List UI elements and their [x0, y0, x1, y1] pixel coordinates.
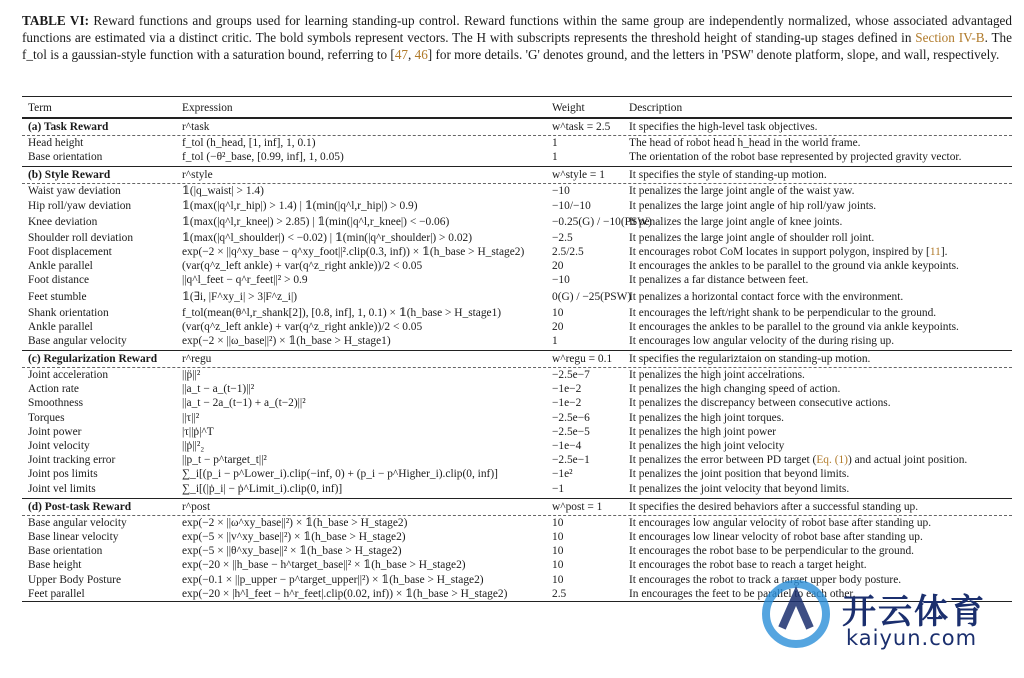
- citation-link-46[interactable]: 46: [414, 47, 428, 62]
- description-cell: [629, 150, 1011, 164]
- table-row: [22, 382, 1012, 396]
- description-cell: [629, 273, 1011, 287]
- group-description: It specifies the high-level task objectives.: [629, 121, 818, 133]
- term-cell: Shank orientation: [28, 306, 109, 319]
- term-cell: Joint power: [28, 425, 82, 438]
- weight-cell: 10: [552, 573, 564, 586]
- description-cell: [629, 334, 1011, 348]
- description-text-end: ) and actual joint position.: [847, 454, 968, 467]
- expression-cell: (var(q^z_left ankle) + var(q^z_right ankle))/2 < 0.05: [182, 260, 423, 273]
- table-row: [22, 530, 1012, 544]
- caption-text-a: Reward functions and groups used for learning standing-up control. Reward functions within the same group are independently normalized, whose associated advantaged functions are estimated via a distinct critic. The bold symbols represent vectors. The H with subscripts represents the threshold height of standing-up stages defined in: [22, 13, 1012, 45]
- weight-cell: −1e−4: [552, 440, 582, 452]
- term-cell: Joint vel limits: [28, 482, 96, 495]
- group-weight: w^post = 1: [552, 500, 603, 513]
- description-text: It encourages the robot base to be perpendicular to the ground.: [629, 545, 914, 558]
- reward-table: [22, 96, 1012, 602]
- weight-cell: 1: [552, 334, 558, 347]
- description-text: It encourages robot CoM locates in support polygon, inspired by [: [629, 245, 930, 258]
- term-cell: Joint tracking error: [28, 454, 116, 467]
- description-cell: [629, 231, 1011, 245]
- description-text: The orientation of the robot base represented by projected gravity vector.: [629, 151, 962, 164]
- description-text: It penalizes the large joint angle of shoulder roll joint.: [629, 231, 875, 244]
- description-text: It penalizes the large joint angle of knee joints.: [629, 215, 843, 228]
- table-row: [22, 150, 1012, 164]
- description-text: The head of robot head h_head in the world frame.: [629, 137, 861, 149]
- group-title: (c) Regularization Reward: [28, 353, 158, 366]
- group-header-row: [22, 166, 1012, 184]
- description-cell: [629, 544, 1011, 558]
- description-cell: [629, 382, 1011, 396]
- group-title: (b) Style Reward: [28, 169, 111, 182]
- term-cell: Base angular velocity: [28, 334, 127, 347]
- weight-cell: 10: [552, 545, 564, 558]
- weight-cell: −2.5e−1: [552, 454, 590, 467]
- description-text: It penalizes the joint velocity that beyond limits.: [629, 482, 850, 495]
- description-cell: [629, 259, 1011, 273]
- description-citation-link[interactable]: Eq. (1): [816, 454, 848, 467]
- expression-cell: exp(−2 × ||ω^xy_base||²) × 𝟙(h_base > H_stage2): [182, 516, 408, 529]
- weight-cell: −2.5e−5: [552, 425, 590, 438]
- table-row: [22, 453, 1012, 467]
- group-header-row: [22, 118, 1012, 136]
- weight-cell: 10: [552, 516, 564, 529]
- table-row: [22, 467, 1012, 481]
- expression-cell: (var(q^z_left ankle) + var(q^z_right ankle))/2 < 0.05: [182, 320, 423, 333]
- group-expression: r^regu: [182, 353, 212, 366]
- expression-cell: exp(−2 × ||ω_base||²) × 𝟙(h_base > H_stage1): [182, 334, 391, 347]
- table-row: [22, 425, 1012, 439]
- watermark-brand: 开云体育: [842, 592, 986, 632]
- description-text: It penalizes the high joint velocity: [629, 440, 785, 452]
- description-text: It encourages the robot to track a target upper body posture.: [629, 573, 902, 586]
- description-text: It penalizes the high changing speed of action.: [629, 383, 841, 396]
- expression-cell: ||a_t − 2a_(t−1) + a_(t−2)||²: [182, 397, 306, 410]
- weight-cell: −2.5: [552, 231, 573, 244]
- expression-cell: ||a_t − a_(t−1)||²: [182, 383, 255, 396]
- group-header-row: [22, 350, 1012, 368]
- description-cell: [629, 425, 1011, 439]
- description-cell: [629, 516, 1011, 530]
- term-cell: Joint pos limits: [28, 468, 98, 481]
- weight-cell: 10: [552, 559, 564, 572]
- table-row: [22, 273, 1012, 287]
- description-cell: [629, 320, 1011, 334]
- table-row: [22, 558, 1012, 572]
- table-row: [22, 231, 1012, 245]
- weight-cell: 1: [552, 137, 558, 149]
- table-row: [22, 516, 1012, 530]
- table-caption: [22, 12, 1012, 63]
- term-cell: Waist yaw deviation: [28, 185, 121, 198]
- group-description: It specifies the desired behaviors after a successful standing up.: [629, 500, 919, 513]
- table-row: [22, 396, 1012, 410]
- expression-cell: ||p̈||²: [182, 369, 201, 382]
- term-cell: Ankle parallel: [28, 320, 93, 333]
- term-cell: Smoothness: [28, 397, 84, 410]
- expression-cell: ∑_i[(|ṗ_i| − ṗ^Limit_i).clip(0, inf)]: [182, 482, 343, 495]
- description-citation-link[interactable]: 11: [929, 245, 941, 258]
- table-row: [22, 482, 1012, 496]
- term-cell: Upper Body Posture: [28, 573, 122, 586]
- group-weight: w^task = 2.5: [552, 121, 611, 133]
- table-body: [22, 118, 1012, 601]
- term-cell: Head height: [28, 137, 84, 149]
- group-title: (d) Post-task Reward: [28, 500, 132, 513]
- description-text: It penalizes a horizontal contact force with the environment.: [629, 290, 904, 303]
- weight-cell: −1: [552, 482, 565, 495]
- description-text: In encourages the feet to be parallel to each other.: [629, 587, 856, 600]
- description-cell: [629, 213, 1011, 231]
- table-row: [22, 544, 1012, 558]
- group-description: It specifies the regulariztaion on standing-up motion.: [629, 353, 871, 366]
- caption-text-c: ] for more details. 'G' denotes ground, and the letters in 'PSW' denote platform, slope, and wall, respectively.: [427, 47, 1000, 62]
- expression-cell: ||p_t − p^target_t||²: [182, 454, 267, 467]
- description-cell: [629, 439, 1011, 453]
- expression-cell: exp(−5 × ||θ^xy_base||² × 𝟙(h_base > H_stage2): [182, 545, 402, 558]
- description-text: It penalizes the joint position that beyond limits.: [629, 468, 850, 481]
- weight-cell: −0.25(G) / −10(PSW): [552, 215, 652, 228]
- weight-cell: −1e−2: [552, 383, 582, 396]
- description-text: It encourages the robot base to reach a target height.: [629, 559, 867, 572]
- table-row: [22, 320, 1012, 334]
- expression-cell: exp(−20 × |h^l_feet − h^r_feet|.clip(0.02, inf)) × 𝟙(h_base > H_stage2): [182, 587, 508, 600]
- description-cell: [629, 184, 1011, 198]
- description-text: It encourages the ankles to be parallel to the ground via ankle keypoints.: [629, 260, 959, 273]
- description-text: It encourages low angular velocity of the during rising up.: [629, 334, 895, 347]
- table-row: [22, 411, 1012, 425]
- description-text: It penalizes the large joint angle of the waist yaw.: [629, 185, 855, 198]
- expression-cell: 𝟙(max(|q^l,r_knee|) > 2.85) | 𝟙(min(|q^l,r_knee|) < −0.06): [182, 215, 450, 228]
- term-cell: Joint velocity: [28, 440, 90, 452]
- term-cell: Knee deviation: [28, 215, 98, 228]
- term-cell: Foot distance: [28, 274, 90, 287]
- description-text-end: ].: [940, 245, 948, 258]
- table-row: [22, 439, 1012, 453]
- weight-cell: 2.5/2.5: [552, 245, 584, 258]
- header-term: Term: [28, 102, 52, 114]
- description-text: It penalizes the large joint angle of hip roll/yaw joints.: [629, 199, 877, 212]
- expression-cell: exp(−0.1 × ||p_upper − p^target_upper||²) × 𝟙(h_base > H_stage2): [182, 573, 484, 586]
- expression-cell: ||q^l_feet − q^r_feet||² > 0.9: [182, 274, 308, 287]
- weight-cell: −10: [552, 185, 570, 198]
- group-expression: r^task: [182, 121, 210, 133]
- watermark-site: kaiyun.com: [846, 626, 978, 650]
- description-cell: [629, 467, 1011, 481]
- expression-cell: 𝟙(max(|q^l,r_hip|) > 1.4) | 𝟙(min(|q^l,r_hip|) > 0.9): [182, 199, 418, 212]
- weight-cell: −10/−10: [552, 199, 591, 212]
- expression-cell: 𝟙(∃i, |F^xy_i| > 3|F^z_i|): [182, 290, 298, 303]
- term-cell: Base orientation: [28, 545, 103, 558]
- description-text: It penalizes the high joint power: [629, 425, 777, 438]
- term-cell: Feet parallel: [28, 587, 85, 600]
- expression-cell: 𝟙(|q_waist| > 1.4): [182, 185, 264, 198]
- description-text: It encourages low linear velocity of robot base after standing up.: [629, 530, 923, 543]
- header-weight: Weight: [552, 102, 585, 114]
- description-text: It penalizes a far distance between feet.: [629, 274, 809, 287]
- description-text: It encourages low angular velocity of robot base after standing up.: [629, 516, 932, 529]
- description-cell: [629, 245, 1011, 259]
- term-cell: Feet stumble: [28, 290, 87, 303]
- watermark-logo-icon: [760, 578, 832, 650]
- table-header-row: [22, 97, 1012, 118]
- expression-cell: ||τ||²: [182, 411, 200, 424]
- expression-cell: f_tol (−θ²_base, [0.99, inf], 1, 0.05): [182, 151, 344, 164]
- description-cell: [629, 411, 1011, 425]
- term-cell: Ankle parallel: [28, 260, 93, 273]
- table-row: [22, 199, 1012, 213]
- description-text: It penalizes the discrepancy between consecutive actions.: [629, 397, 891, 410]
- description-text: It penalizes the high joint torques.: [629, 411, 785, 424]
- table-row: [22, 245, 1012, 259]
- expression-cell: f_tol (h_head, [1, inf], 1, 0.1): [182, 137, 316, 149]
- header-expression: Expression: [182, 102, 233, 114]
- term-cell: Base linear velocity: [28, 530, 119, 543]
- description-cell: [629, 199, 1011, 213]
- table-row: [22, 306, 1012, 320]
- expression-cell: ||ṗ||²₂: [182, 440, 205, 452]
- expression-cell: |τ||ṗ|^T: [182, 425, 214, 438]
- expression-cell: 𝟙(max(|q^l_shoulder|) < −0.02) | 𝟙(min(|q^r_shoulder|) > 0.02): [182, 231, 473, 244]
- term-cell: Torques: [28, 411, 65, 424]
- header-description: Description: [629, 102, 683, 114]
- term-cell: Joint acceleration: [28, 369, 109, 382]
- table-row: [22, 213, 1012, 231]
- description-cell: [629, 530, 1011, 544]
- description-cell: [629, 136, 1011, 150]
- weight-cell: 1: [552, 151, 558, 164]
- weight-cell: 0(G) / −25(PSW): [552, 290, 632, 303]
- group-weight: w^regu = 0.1: [552, 353, 613, 366]
- weight-cell: 2.5: [552, 587, 567, 600]
- description-cell: [629, 306, 1011, 320]
- description-text: It encourages the ankles to be parallel to the ground via ankle keypoints.: [629, 320, 959, 333]
- group-expression: r^style: [182, 169, 213, 182]
- table-row: [22, 334, 1012, 348]
- group-header-row: [22, 498, 1012, 516]
- expression-cell: exp(−2 × ||q^xy_base − q^xy_foot||².clip(0.3, inf)) × 𝟙(h_base > H_stage2): [182, 245, 525, 258]
- weight-cell: 20: [552, 320, 564, 333]
- description-cell: [629, 453, 1011, 467]
- group-description: It specifies the style of standing-up motion.: [629, 169, 827, 182]
- table-row: [22, 259, 1012, 273]
- weight-cell: 10: [552, 530, 564, 543]
- description-cell: [629, 368, 1011, 382]
- expression-cell: f_tol(mean(θ^l,r_shank[2]), [0.8, inf], 1, 0.1) × 𝟙(h_base > H_stage1): [182, 306, 502, 319]
- section-link[interactable]: Section IV-B: [915, 30, 985, 45]
- description-cell: [629, 396, 1011, 410]
- term-cell: Base height: [28, 559, 82, 572]
- description-cell: [629, 558, 1011, 572]
- table-label: TABLE VI:: [22, 13, 89, 28]
- term-cell: Foot displacement: [28, 245, 112, 258]
- citation-link-47[interactable]: 47: [394, 47, 409, 62]
- description-cell: [629, 288, 1011, 306]
- weight-cell: −1e−2: [552, 397, 582, 410]
- weight-cell: 10: [552, 306, 564, 319]
- term-cell: Base orientation: [28, 151, 103, 164]
- weight-cell: −2.5e−7: [552, 369, 590, 382]
- expression-cell: exp(−5 × ||v^xy_base||²) × 𝟙(h_base > H_stage2): [182, 530, 406, 543]
- table-row: [22, 136, 1012, 150]
- term-cell: Action rate: [28, 383, 79, 396]
- table-row: [22, 184, 1012, 198]
- description-text: It penalizes the high joint accelrations.: [629, 369, 805, 382]
- weight-cell: −2.5e−6: [552, 411, 590, 424]
- group-expression: r^post: [182, 500, 211, 513]
- weight-cell: −10: [552, 274, 570, 287]
- table-row: [22, 288, 1012, 306]
- term-cell: Hip roll/yaw deviation: [28, 199, 132, 212]
- caption-cite-sep: ,: [408, 47, 415, 62]
- table-row: [22, 368, 1012, 382]
- group-title: (a) Task Reward: [28, 121, 109, 133]
- term-cell: Shoulder roll deviation: [28, 231, 134, 244]
- weight-cell: −1e²: [552, 468, 573, 481]
- expression-cell: exp(−20 × ||h_base − h^target_base||² × 𝟙(h_base > H_stage2): [182, 559, 466, 572]
- weight-cell: 20: [552, 260, 564, 273]
- description-text: It penalizes the error between PD target (: [629, 454, 817, 467]
- description-text: It encourages the left/right shank to be perpendicular to the ground.: [629, 306, 937, 319]
- caption-text-b: . The f_tol is a gaussian-style function with a saturation bound, referring to [: [22, 30, 1013, 62]
- term-cell: Base angular velocity: [28, 516, 127, 529]
- group-weight: w^style = 1: [552, 169, 605, 182]
- expression-cell: ∑_i[(p_i − p^Lower_i).clip(−inf, 0) + (p_i − p^Higher_i).clip(0, inf)]: [182, 468, 498, 481]
- description-cell: [629, 482, 1011, 496]
